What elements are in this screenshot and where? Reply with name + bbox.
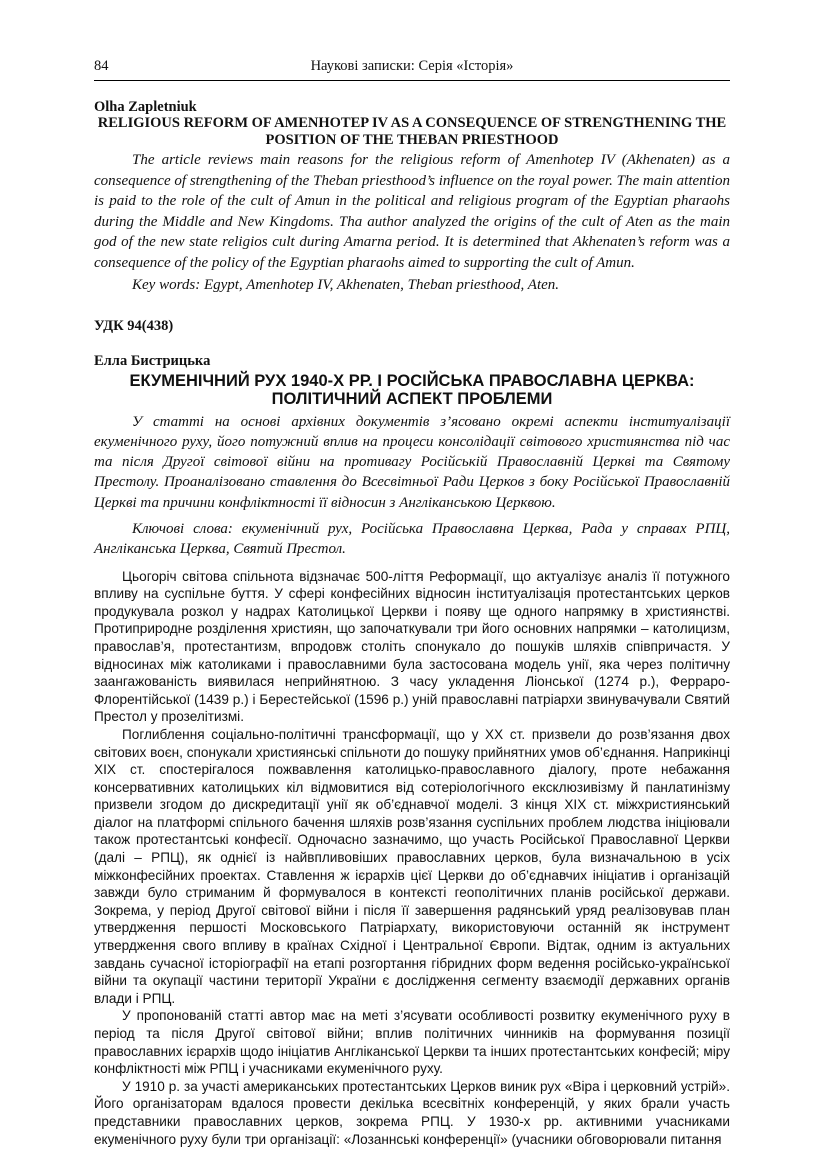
page-number: 84 — [94, 58, 109, 74]
header-rule — [94, 80, 730, 81]
article-keywords: Ключові слова: екуменічний рух, Російська Православна Церква, Рада у справах РПЦ, Англіканська Церква, Святий Престол. — [94, 520, 730, 558]
article-author: Елла Бистрицька — [94, 352, 211, 369]
english-author: Olha Zapletniuk — [94, 99, 197, 115]
body-paragraph: Цьогоріч світова спільнота відзначає 500-ліття Реформації, що актуалізує аналіз її потужного впливу на суспільне буття. У сфері конфесійних відносин інституалізація протестантських церков продукувала розкол у надрах Католицької Церкви і появу ще одного напрямку в християнстві. Протиприродне розділення християн, що започаткували три його основних напрямки – католицизм, православ’я, протестантизм, впродовж століть спонукало до пошуків шляхів співпричастя. У відносинах між католиками і православними була застосована модель унії, яка через політичну заангажованість виявилася неприйнятною. З часу укладення Ліонської (1274 р.), Ферраро-Флорентійської (1439 р.) і Берестейської (1596 р.) уній православні патріархи звинувачували Святий Престол у прозелітизмі. — [94, 568, 730, 725]
english-keywords: Key words: Egypt, Amenhotep IV, Akhenaten, Theban priesthood, Aten. — [132, 277, 560, 293]
article-abstract: У статті на основі архівних документів з’ясовано окремі аспекти інституалізації екуменічного руху, його потужний вплив на процеси консолідації світового християнства під час та після Другої світової війни на противагу Російській Православній Церкві та Святому Престолу. Проаналізовано ставлення до Всесвітньої Ради Церков з боку Російської Православній Церкві та причини конфліктності її відносин з Англіканською Церквою. — [94, 413, 730, 511]
journal-title: Наукові записки: Серія «Історія» — [310, 58, 514, 74]
body-paragraph: Поглиблення соціально-політичні трансформації, що у ХХ ст. призвели до розв’язання двох світових воєн, спонукали християнські спільноти до пошуку прийнятних умов об’єднання. Наприкінці ХІХ ст. спостерігалося пожвавлення католицько-православного діалогу, проте небажання консервативних католицьких кіл відмовитися від сотеріологічного ексклюзивізму й панлатинізму призвели згодом до дискредитації унії як об’єднавчої моделі. З кінця ХІХ ст. міжхристиянський діалог на платформі спільного бачення шляхів розв’язання суспільних проблем людства ініціювали також протестантські конфесії. Одночасно зазначимо, що участь Російської Православної Церкви (далі – РПЦ), як однієї із найвпливовіших православних церков, була визначальною в усіх міжконфесійних проектах. Ставлення ж ієрархів цієї Церкви до об’єднавчих ініціатив і організацій завжди було стриманим й формувалося в контексті геополітичних планів російської держави. Зокрема, у період Другої світової війни і після її завершення радянський уряд реалізовував план утвердження першості Московського Патріархату, використовуючи останній як інструмент утвердження свого впливу в країнах Східної і Центральної Європи. Відтак, одним із актуальних завдань сучасної історіографії на етапі розгортання гібридних форм ведення російсько-української війни та окупації частини території України є дослідження сегменту взаємодії державних органів влади і РПЦ. — [94, 726, 730, 1006]
body-paragraph: У 1910 р. за участі американських протестантських Церков виник рух «Віра і церковний устрій». Його організаторам вдалося провести декілька всесвітніх конференцій, у яких брали участь представники православних церков, зокрема РПЦ. У 1930-х рр. активними учасниками екуменічного руху були три організації: «Лозаннські конференції» (учасники обговорювали питання — [94, 1078, 730, 1147]
english-abstract: The article reviews main reasons for the religious reform of Amenhotep IV (Akhenaten) as a consequence of strengthening of the Theban priesthood’s influence on the royal power. The main attention is paid to the role of the cult of Amun in the political and religious program of the Egyptian pharaohs during the Middle and New Kingdoms. Tha author analyzed the origins of the cult of Aten as the main god of the new state religios cult during Amarna period. It is determined that Akhenaten’s reform was a consequence of the policy of the Egyptian pharaohs aimed to supporting the cult of Amun. — [94, 152, 730, 271]
udc-code: УДК 94(438) — [94, 317, 174, 334]
english-title: RELIGIOUS REFORM OF AMENHOTEP IV AS A CONSEQUENCE OF STRENGTHENING THE POSITION OF THE THEBAN PRIESTHOOD — [97, 115, 727, 148]
article-title-line: ЕКУМЕНІЧНИЙ РУХ 1940-Х РР. І РОСІЙСЬКА ПРАВОСЛАВНА ЦЕРКВА: — [129, 371, 695, 390]
english-summary — [94, 99, 730, 296]
page-content — [94, 99, 730, 1148]
article-body — [94, 568, 730, 1149]
article-title — [94, 372, 730, 408]
article-title-line: ПОЛІТИЧНИЙ АСПЕКТ ПРОБЛЕМИ — [271, 389, 553, 408]
body-paragraph: У пропонованій статті автор має на меті з’ясувати особливості розвитку екуменічного руху в період та після Другої світової війни; вплив політичних чинників на формування позиції православних ієрархів щодо ініціатив Англіканської Церкви та інших протестантських конфесій; міру конфліктності між РПЦ і учасниками екуменічного руху. — [94, 1008, 730, 1077]
page-header — [94, 56, 730, 82]
